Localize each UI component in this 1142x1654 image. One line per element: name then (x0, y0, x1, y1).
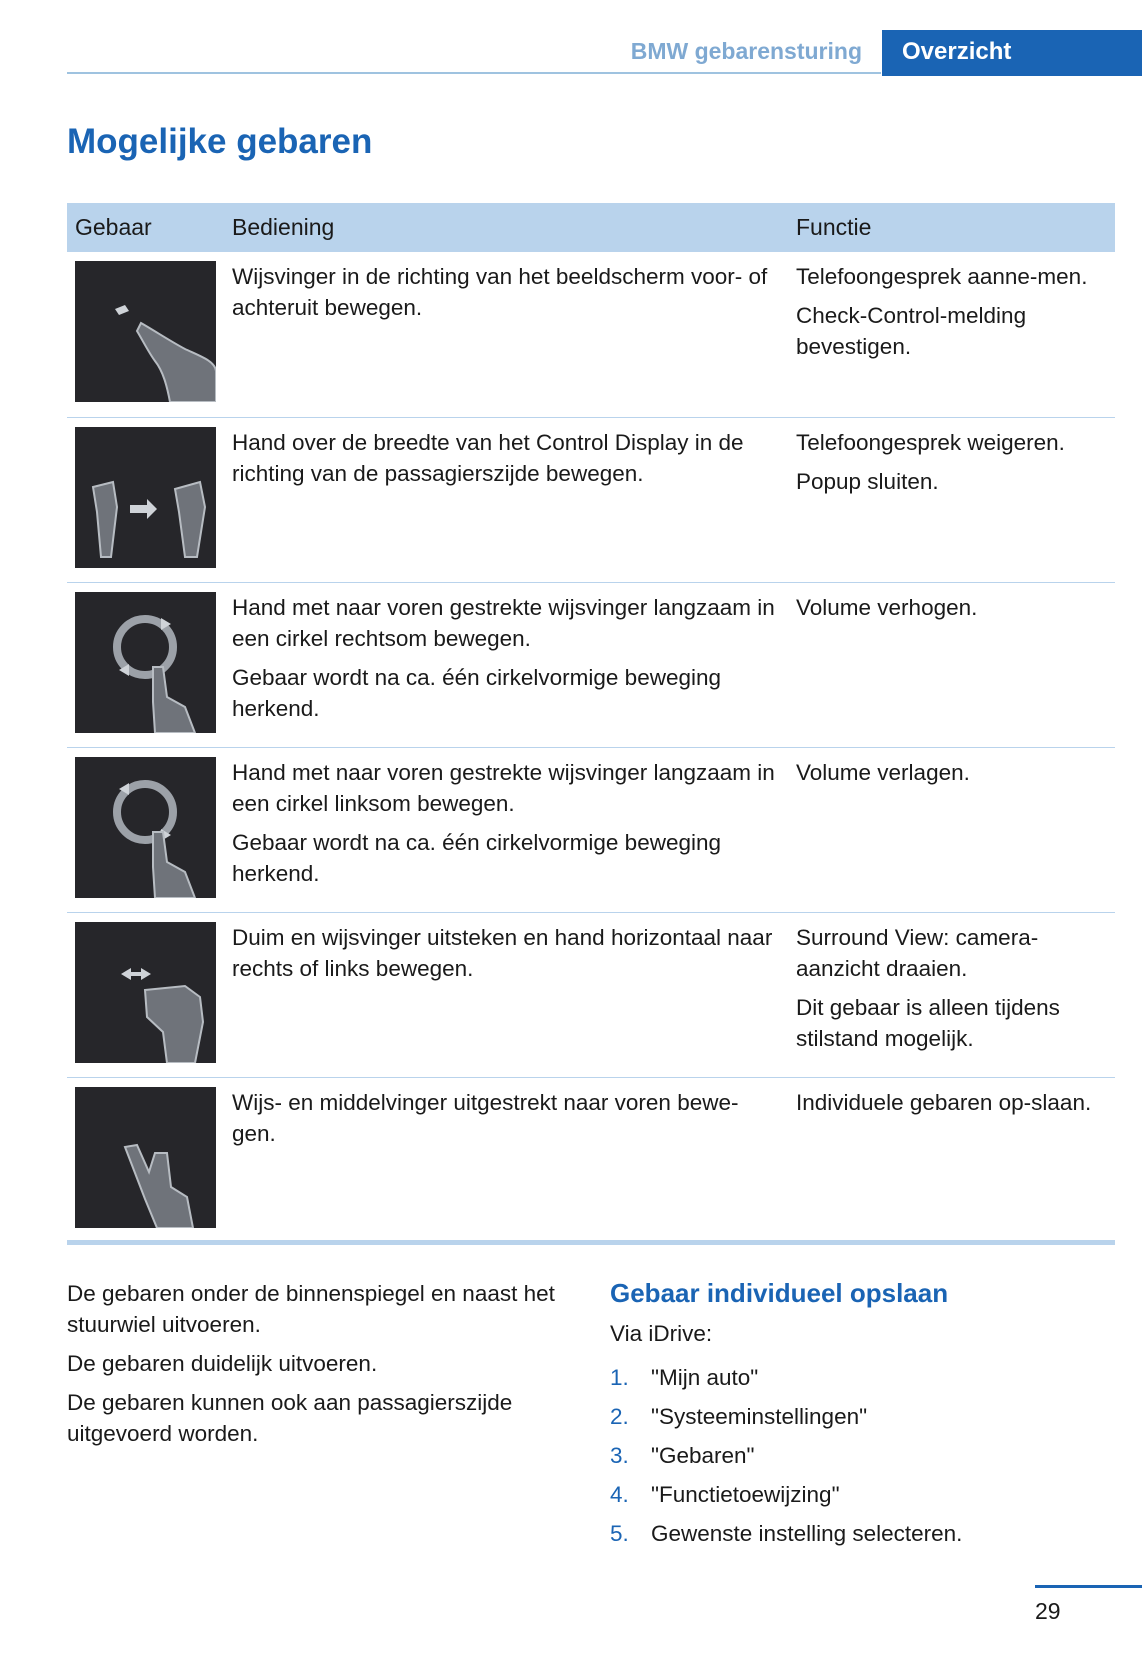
header-functie: Functie (788, 203, 1115, 252)
via-idrive-label: Via iDrive: (610, 1321, 713, 1346)
usage-notes (67, 1278, 567, 1457)
functie-text: Telefoongesprek weigeren. (796, 429, 1065, 455)
circle-clockwise-icon (75, 592, 216, 733)
bediening-text: Hand over de breedte van het Control Display in de richting van de passagierszijde bewegen. (232, 429, 744, 486)
header-bediening: Bediening (224, 203, 788, 252)
functie-text: Check-Control-melding bevestigen. (796, 303, 1027, 359)
functie-text: Telefoongesprek aanne-men. (796, 264, 1088, 289)
step-number: 4. (610, 1482, 629, 1507)
functie-text: Dit gebaar is alleen tijdens stilstand mogelijk. (796, 994, 1060, 1051)
bediening-text: Gebaar wordt na ca. één cirkelvormige beweging herkend. (232, 829, 722, 886)
note-text: De gebaren kunnen ook aan passagierszijde uitgevoerd worden. (67, 1390, 513, 1446)
bediening-text: Wijs- en middelvinger uitgestrekt naar voren bewe-gen. (232, 1089, 739, 1146)
list-item (610, 1479, 962, 1510)
bediening-text: Wijsvinger in de richting van het beeldscherm voor- of achteruit bewegen. (232, 264, 768, 320)
list-item (610, 1440, 962, 1471)
header-section-title: BMW gebarensturing (630, 38, 862, 64)
header-rule (67, 72, 881, 74)
save-gesture-title: Gebaar individueel opslaan (610, 1278, 949, 1308)
functie-text: Surround View: camera-aanzicht draaien. (796, 924, 1039, 981)
table-row (67, 417, 1115, 582)
functie-text: Individuele gebaren op-slaan. (796, 1089, 1092, 1115)
table-header-row (67, 203, 1115, 252)
note-text: De gebaren onder de binnenspiegel en naast het stuurwiel uitvoeren. (67, 1281, 555, 1337)
step-text: "Systeeminstellingen" (651, 1404, 868, 1429)
index-finger-forward-back-icon (75, 261, 216, 402)
list-item (610, 1518, 962, 1549)
list-item (610, 1401, 962, 1432)
step-number: 3. (610, 1443, 629, 1468)
list-item (610, 1362, 962, 1393)
functie-text: Volume verlagen. (796, 759, 970, 785)
step-text: "Functietoewijzing" (651, 1482, 840, 1507)
note-text: De gebaren duidelijk uitvoeren. (67, 1351, 378, 1376)
functie-text: Volume verhogen. (796, 594, 978, 620)
step-text: Gewenste instelling selecteren. (651, 1521, 963, 1546)
two-fingers-forward-icon (75, 1087, 216, 1228)
thumb-finger-horizontal-icon (75, 922, 216, 1063)
table-row (67, 582, 1115, 747)
footer-rule (1035, 1585, 1142, 1588)
step-number: 2. (610, 1404, 629, 1429)
step-text: "Mijn auto" (651, 1365, 759, 1390)
functie-text: Popup sluiten. (796, 468, 939, 494)
circle-counterclockwise-icon (75, 757, 216, 898)
step-number: 1. (610, 1365, 629, 1390)
bediening-text: Duim en wijsvinger uitsteken en hand horizontaal naar rechts of links bewegen. (232, 924, 773, 981)
gesture-table (67, 203, 1115, 1245)
header-tab-overzicht: Overzicht (882, 30, 1142, 76)
step-text: "Gebaren" (651, 1443, 755, 1468)
save-steps-list (610, 1362, 962, 1557)
bediening-text: Hand met naar voren gestrekte wijsvinger langzaam in een cirkel linksom bewegen. (232, 759, 775, 816)
table-row (67, 1077, 1115, 1242)
page-title: Mogelijke gebaren (67, 122, 373, 161)
table-row (67, 747, 1115, 912)
hand-swipe-right-icon (75, 427, 216, 568)
header-gebaar: Gebaar (67, 203, 224, 252)
table-row (67, 252, 1115, 417)
bediening-text: Gebaar wordt na ca. één cirkelvormige beweging herkend. (232, 664, 722, 721)
page-number: 29 (1035, 1598, 1061, 1624)
bediening-text: Hand met naar voren gestrekte wijsvinger langzaam in een cirkel rechtsom bewegen. (232, 594, 775, 651)
step-number: 5. (610, 1521, 629, 1546)
table-row (67, 912, 1115, 1077)
